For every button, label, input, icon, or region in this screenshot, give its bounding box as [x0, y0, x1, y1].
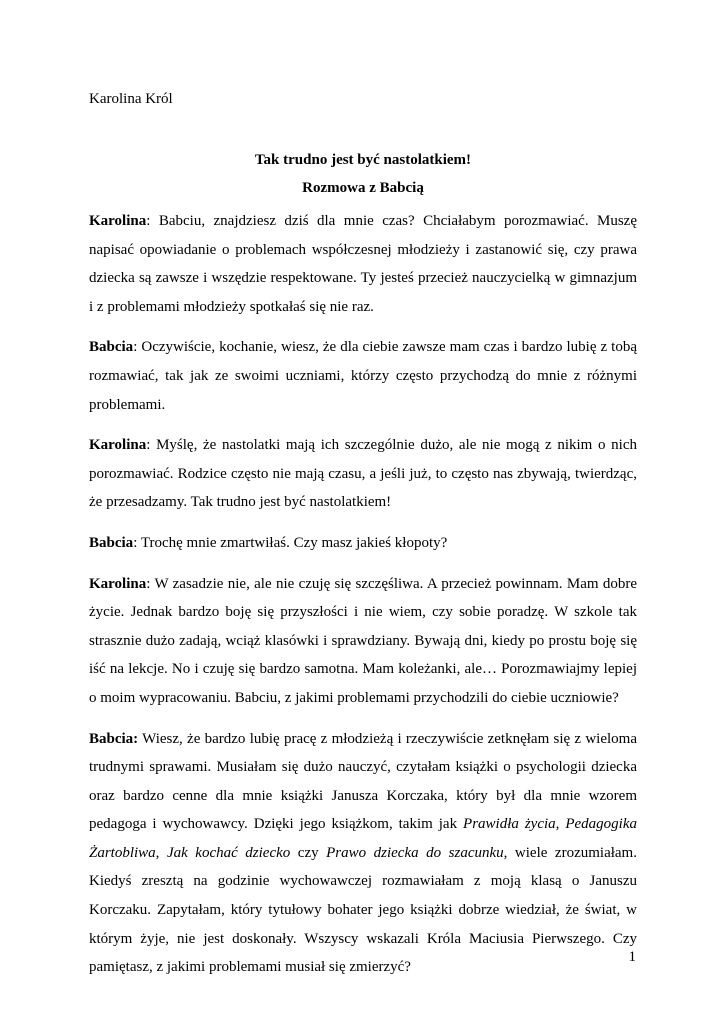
dialogue-paragraph [89, 431, 637, 517]
speaker-colon: : [146, 213, 151, 229]
paragraph-text: W zasadzie nie, ale nie czuję się szczęśliwa. A przecież powinnam. Mam dobre życie. Jednak bardzo boję się przyszłości i nie wiem, czy sobie poradzę. W szkole tak strasznie dużo zadają, wciąż klasówki i sprawdziany. Bywają dni, kiedy po prostu boję się iść na lekcje. No i czuję się bardzo samotna. Mam koleżanki, ale… Porozmawiajmy lepiej o moim wypracowaniu. Babciu, z jakimi problemami przychodzili do ciebie uczniowie? [89, 575, 637, 706]
paragraph-text: Myślę, że nastolatki mają ich szczególnie dużo, ale nie mogą z nikim o nich porozmawiać. Rodzice często nie mają czasu, a jeśli już, to często nas zbywają, twierdząc, że przesadzamy. Tak trudno jest być nastolatkiem! [89, 437, 637, 511]
dialogue-body [89, 207, 637, 994]
book-title: Prawo dziecka do szacunku [326, 844, 504, 861]
dialogue-paragraph [89, 207, 637, 321]
document-subtitle: Rozmowa z Babcią [302, 180, 424, 196]
book-title: Prawidła życia, Pedagogika Żartobliwa, Jak kochać dziecko [89, 816, 637, 861]
dialogue-paragraph [89, 725, 637, 982]
author-name: Karolina Król [89, 91, 173, 107]
speaker-name: Karolina [89, 213, 147, 229]
speaker-colon: : [133, 339, 138, 356]
paragraph-text: Oczywiście, kochanie, wiesz, że dla ciebie zawsze mam czas i bardzo lubię z tobą rozmawiać, tak jak ze swoimi uczniami, którzy często przychodzą do mnie z różnymi problemami. [89, 339, 637, 413]
speaker-name: Karolina [89, 575, 147, 592]
speaker-name: Babcia: [89, 730, 139, 747]
paragraph-text: Trochę mnie zmartwiłaś. Czy masz jakieś kłopoty? [137, 534, 448, 551]
paragraph-text: Wiesz, że bardzo lubię pracę z młodzieżą i rzeczywiście zetknęłam się z wieloma trudnymi sprawami. Musiałam się dużo nauczyć, czytałam książki o psychologii dziecka oraz bardzo cenne dla mnie książki Janusza Korczaka, który był dla mnie wzorem pedagoga i wychowawcy. Dzięki jego książkom, takim jak [89, 730, 637, 833]
paragraph-text: Babciu, znajdziesz dziś dla mnie czas? Chciałabym porozmawiać. Muszę napisać opowiadanie o problemach współczesnej młodzieży i zastanowić się, czy prawa dziecka są zawsze i wszędzie respektowane. Ty jesteś przecież nauczycielką w gimnazjum i z problemami młodzieży spotkałaś się nie raz. [89, 213, 637, 315]
speaker-name: Babcia [89, 534, 134, 551]
speaker-colon: : [146, 575, 151, 592]
speaker-name: Babcia [89, 339, 134, 356]
paragraph-text: , wiele zrozumiałam. Kiedyś zresztą na godzinie wychowawczej rozmawiałam z moją klasą o Januszu Korczaku. Zapytałam, który tytułowy bohater jego książki dobrze wiedział, że świat, w którym żyje, nie jest doskonały. Wszyscy wskazali Króla Maciusia Pierwszego. Czy pamiętasz, z jakimi problemami musiał się zmierzyć? [89, 844, 637, 976]
document-title: Tak trudno jest być nastolatkiem! [254, 152, 472, 168]
dialogue-paragraph [89, 333, 637, 419]
speaker-name: Karolina [89, 437, 147, 454]
speaker-colon: : [146, 437, 151, 454]
dialogue-paragraph [89, 529, 637, 558]
page-number: 1 [628, 949, 636, 965]
dialogue-paragraph [89, 570, 637, 713]
speaker-colon: : [133, 534, 138, 551]
paragraph-text: czy [290, 844, 327, 861]
